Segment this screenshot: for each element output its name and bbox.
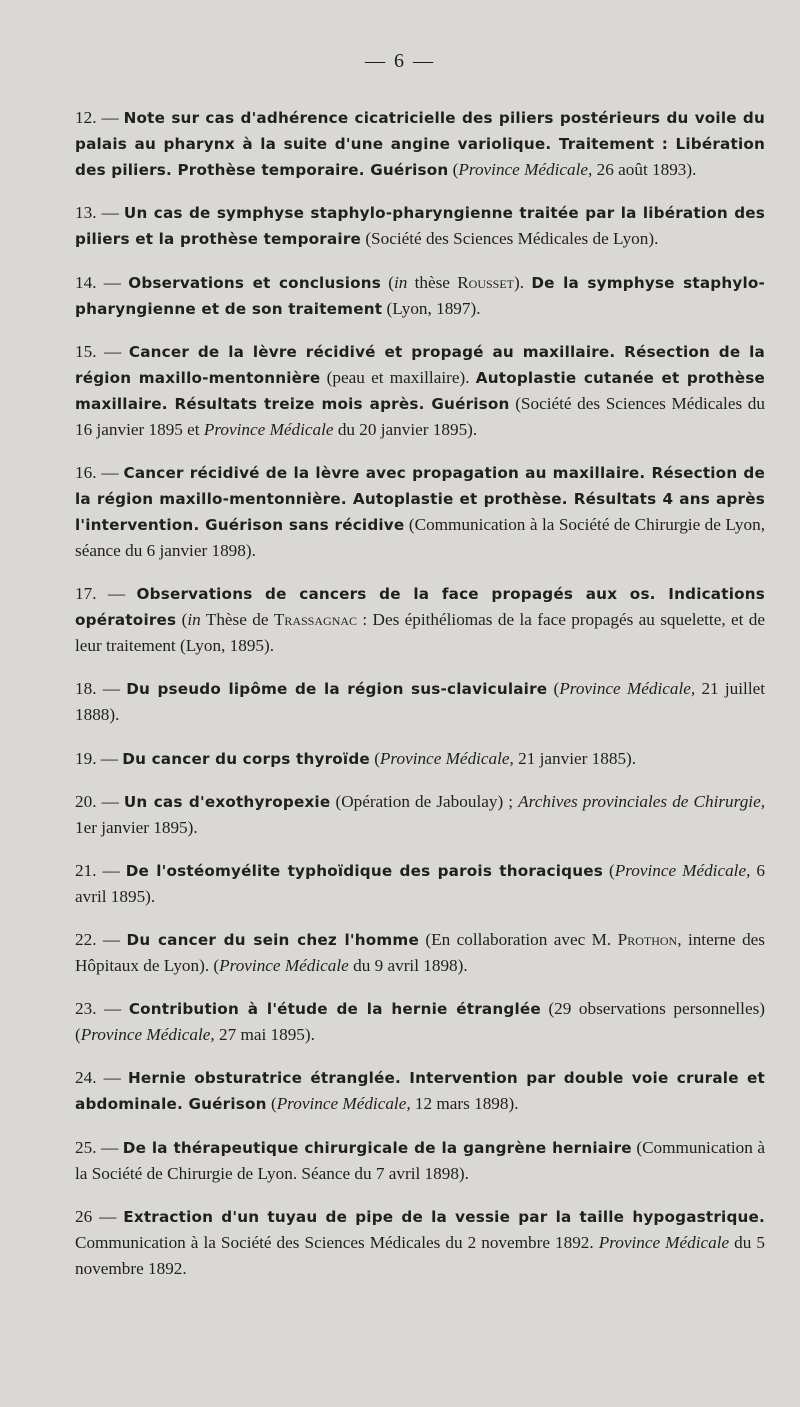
entry-number: 12. —	[75, 108, 124, 128]
entry-title: Du pseudo lipôme de la région sus-claviculaire	[126, 680, 548, 699]
entry-journal: Province Médicale	[203, 419, 334, 439]
entry-text: (	[602, 860, 615, 880]
entry-journal: Province Médicale	[598, 1232, 730, 1252]
entry-italic: in	[393, 272, 408, 292]
list-item	[75, 746, 765, 772]
entry-title: Observations de cancers de la face propagés aux os. Indications opératoires	[75, 585, 766, 630]
entry-journal: Province Médicale,	[80, 1025, 215, 1045]
entry-number: 22. —	[75, 930, 127, 950]
entry-number: 23. —	[75, 999, 129, 1019]
entry-text: (peau et maxillaire).	[320, 367, 476, 387]
entry-text: 1er janvier 1895).	[75, 817, 198, 837]
entry-journal: Province Médicale,	[559, 679, 696, 699]
entry-title: Cancer de la lèvre récidivé et propagé au maxillaire. Résection de la région maxillo-mentonnière	[75, 342, 766, 387]
entry-text: (Société des Sciences Médicales du 16 janvier 1895 et	[75, 393, 765, 439]
entry-text: 12 mars 1898).	[410, 1094, 519, 1114]
entry-number: 25. —	[75, 1137, 123, 1157]
list-item	[75, 1135, 765, 1187]
entry-text: du 9 avril 1898).	[348, 956, 468, 976]
list-item	[75, 996, 765, 1048]
entry-text: Communication à la Société des Sciences Médicales du 2 novembre 1892.	[75, 1232, 599, 1252]
entry-text: du 20 janvier 1895).	[333, 419, 478, 439]
entry-number: 26 —	[75, 1206, 124, 1226]
entry-text: (	[176, 610, 188, 630]
entry-text: (	[369, 748, 380, 768]
entry-text: (29 observations personnelles) (	[75, 999, 765, 1045]
list-item	[75, 339, 765, 443]
entry-journal: Archives provinciales de Chirurgie,	[518, 791, 765, 811]
entry-title: Observations et conclusions	[128, 273, 381, 292]
entry-author: Rousset	[457, 272, 515, 292]
entry-title: De la thérapeutique chirurgicale de la gangrène herniaire	[122, 1138, 632, 1157]
entry-text: (	[380, 272, 394, 292]
entry-title: De l'ostéomyélite typhoïdique des parois thoraciques	[125, 861, 603, 880]
entry-title: Un cas de symphyse staphylo-pharyngienne traitée par la libération des piliers et la prothèse temporaire	[75, 204, 766, 249]
entry-text: (Communication à la Société de Chirurgie de Lyon. Séance du 7 avril 1898).	[75, 1137, 766, 1183]
entry-text: , interne des Hôpitaux de Lyon). (	[75, 930, 766, 976]
entry-number: 14. —	[75, 272, 129, 292]
list-item	[75, 676, 765, 728]
entry-italic: in	[187, 610, 201, 630]
entry-title: Un cas d'exothyropexie	[123, 792, 331, 811]
entry-text: (	[547, 679, 560, 699]
list-item	[75, 858, 765, 910]
entry-text: (Société des Sciences Médicales de Lyon).	[361, 229, 659, 249]
entry-author: Trassagnac	[273, 610, 358, 630]
bibliography-list	[75, 88, 765, 1299]
entry-number: 13. —	[75, 203, 124, 223]
entry-text: (En collaboration avec M.	[418, 930, 618, 950]
entry-number: 16. —	[75, 462, 124, 482]
entry-text: 21 juillet 1888).	[75, 679, 765, 725]
entry-subtitle: De la symphyse staphylo-pharyngienne et de son traitement	[75, 273, 765, 318]
entry-text: (	[448, 160, 459, 180]
page-number: — 6 —	[365, 50, 435, 72]
entry-title: Contribution à l'étude de la hernie étranglée	[128, 1000, 541, 1019]
entry-text: du 5 novembre 1892.	[75, 1232, 765, 1278]
list-item	[75, 270, 765, 322]
entry-text: ).	[514, 272, 532, 292]
entry-text: (Opération de Jaboulay) ;	[330, 791, 519, 811]
entry-title: Extraction d'un tuyau de pipe de la vessie par la taille hypogastrique.	[123, 1207, 766, 1226]
entry-text: 26 août 1893).	[592, 160, 697, 180]
entry-journal: Province Médicale,	[276, 1094, 411, 1114]
entry-text: 21 janvier 1885).	[513, 748, 637, 768]
list-item	[75, 105, 765, 183]
entry-text: (Lyon, 1897).	[382, 298, 481, 318]
entry-number: 15. —	[75, 341, 129, 361]
list-item	[75, 581, 765, 659]
list-item	[75, 460, 765, 564]
entry-title: Note sur cas d'adhérence cicatricielle des piliers postérieurs du voile du palais au pharynx à la suite d'une angine variolique. Traitement : Libération des piliers. Prothèse temporaire. Guérison	[75, 109, 766, 180]
entry-number: 19. —	[75, 748, 123, 768]
entry-number: 24. —	[75, 1068, 128, 1088]
entry-text: (Communication à la Société de Chirurgie de Lyon, séance du 6 janvier 1898).	[75, 514, 766, 560]
list-item	[75, 789, 765, 841]
entry-journal: Province Médicale,	[379, 748, 514, 768]
entry-subtitle: Autoplastie cutanée et prothèse maxillaire. Résultats treize mois après. Guérison	[75, 368, 765, 413]
entry-journal: Province Médicale	[219, 956, 349, 976]
entry-journal: Province Médicale,	[614, 860, 751, 880]
list-item	[75, 200, 765, 252]
list-item	[75, 1065, 765, 1117]
entry-text: 27 mai 1895).	[214, 1025, 315, 1045]
list-item	[75, 927, 765, 979]
entry-text: : Des épithéliomas de la face propagés au squelette, et de leur traitement (Lyon, 1895).	[75, 610, 765, 656]
entry-text: 6 avril 1895).	[75, 860, 766, 906]
entry-number: 17. —	[75, 584, 137, 604]
entry-title: Du cancer du sein chez l'homme	[126, 931, 419, 950]
entry-number: 21. —	[75, 860, 126, 880]
entry-title: Du cancer du corps thyroïde	[122, 749, 370, 768]
entry-title: Cancer récidivé de la lèvre avec propagation au maxillaire. Résection de la région maxillo-mentonnière. Autoplastie et prothèse. Résultats 4 ans après l'intervention. Guérison sans récidive	[75, 463, 766, 534]
entry-title: Hernie obsturatrice étranglée. Intervention par double voie crurale et abdominale. Guérison	[75, 1069, 766, 1114]
entry-text: Thèse de	[200, 610, 274, 630]
entry-author: Prothon	[617, 930, 678, 950]
entry-text: thèse	[407, 272, 458, 292]
entry-journal: Province Médicale,	[458, 160, 593, 180]
entry-number: 18. —	[75, 679, 127, 699]
list-item	[75, 1204, 765, 1282]
entry-number: 20. —	[75, 791, 124, 811]
entry-text: (	[266, 1094, 277, 1114]
